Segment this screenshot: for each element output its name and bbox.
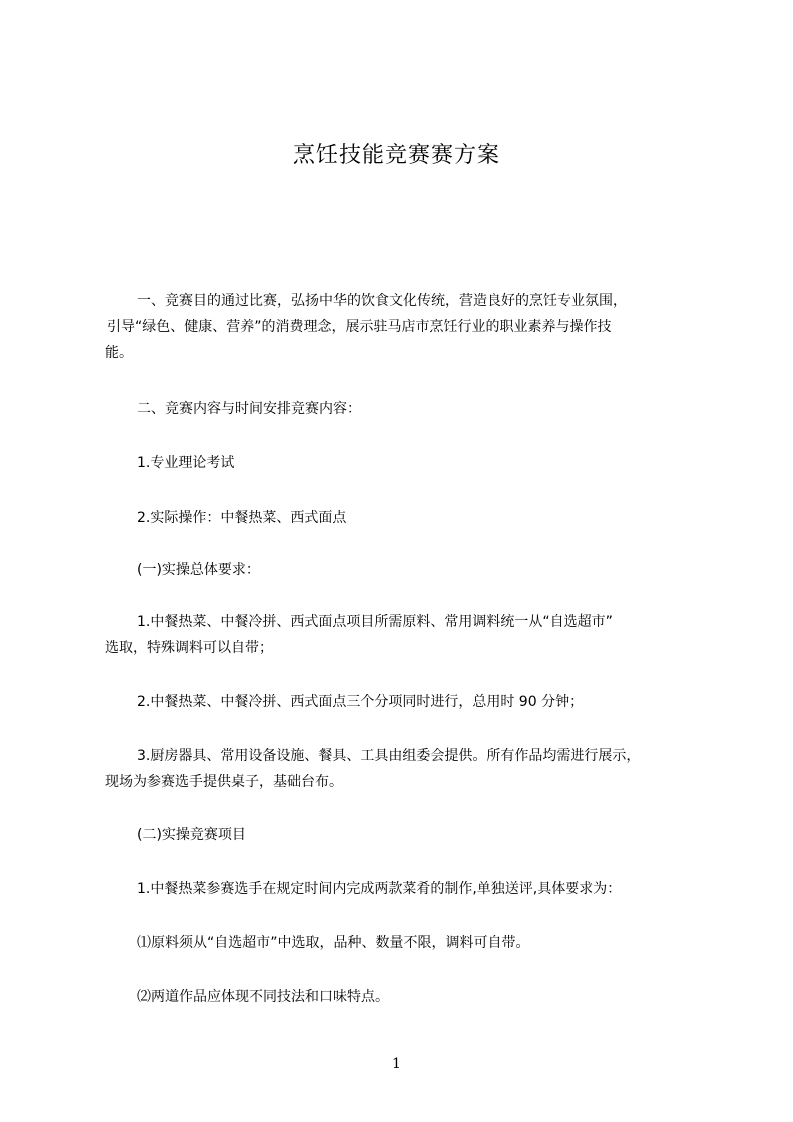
requirement-1-line-2: 选取，特殊调料可以自带；	[105, 640, 273, 656]
paragraph-purpose-line-1: 一、竞赛目的通过比赛，弘扬中华的饮食文化传统，营造良好的烹饪专业氛围，	[137, 293, 627, 309]
requirement-2: 2.中餐热菜、中餐冷拼、西式面点三个分项同时进行，总用时 90 分钟；	[137, 694, 584, 710]
paragraph-purpose-line-3: 能。	[105, 345, 133, 361]
subsection-heading-competition-items: (二)实操竞赛项目	[137, 827, 246, 843]
section-heading-content: 二、竞赛内容与时间安排竞赛内容：	[137, 401, 361, 417]
subsection-heading-general-requirements: (一)实操总体要求：	[137, 562, 260, 578]
list-item-practical: 2.实际操作：中餐热菜、西式面点	[137, 510, 347, 526]
requirement-3-line-2: 现场为参赛选手提供桌子，基础台布。	[105, 774, 343, 790]
paragraph-purpose-line-2: 引导“绿色、健康、营养”的消费理念，展示驻马店市烹饪行业的职业素养与操作技	[107, 319, 612, 335]
list-item-theory-exam: 1.专业理论考试	[137, 455, 235, 471]
requirement-1-line-1: 1.中餐热菜、中餐冷拼、西式面点项目所需原料、常用调料统一从“自选超市”	[137, 614, 613, 630]
item-hot-dish-rule-2: ⑵两道作品应体现不同技法和口味特点。	[137, 989, 389, 1005]
requirement-3-line-1: 3.厨房器具、常用设备设施、餐具、工具由组委会提供。所有作品均需进行展示，	[137, 748, 641, 764]
item-hot-dish-requirements: 1.中餐热菜参赛选手在规定时间内完成两款菜肴的制作,单独送评,具体要求为：	[137, 881, 622, 897]
item-hot-dish-rule-1: ⑴原料须从“自选超市”中选取，品种、数量不限，调料可自带。	[137, 935, 530, 951]
document-title: 烹饪技能竞赛赛方案	[292, 143, 500, 168]
page-number: 1	[392, 1056, 401, 1072]
